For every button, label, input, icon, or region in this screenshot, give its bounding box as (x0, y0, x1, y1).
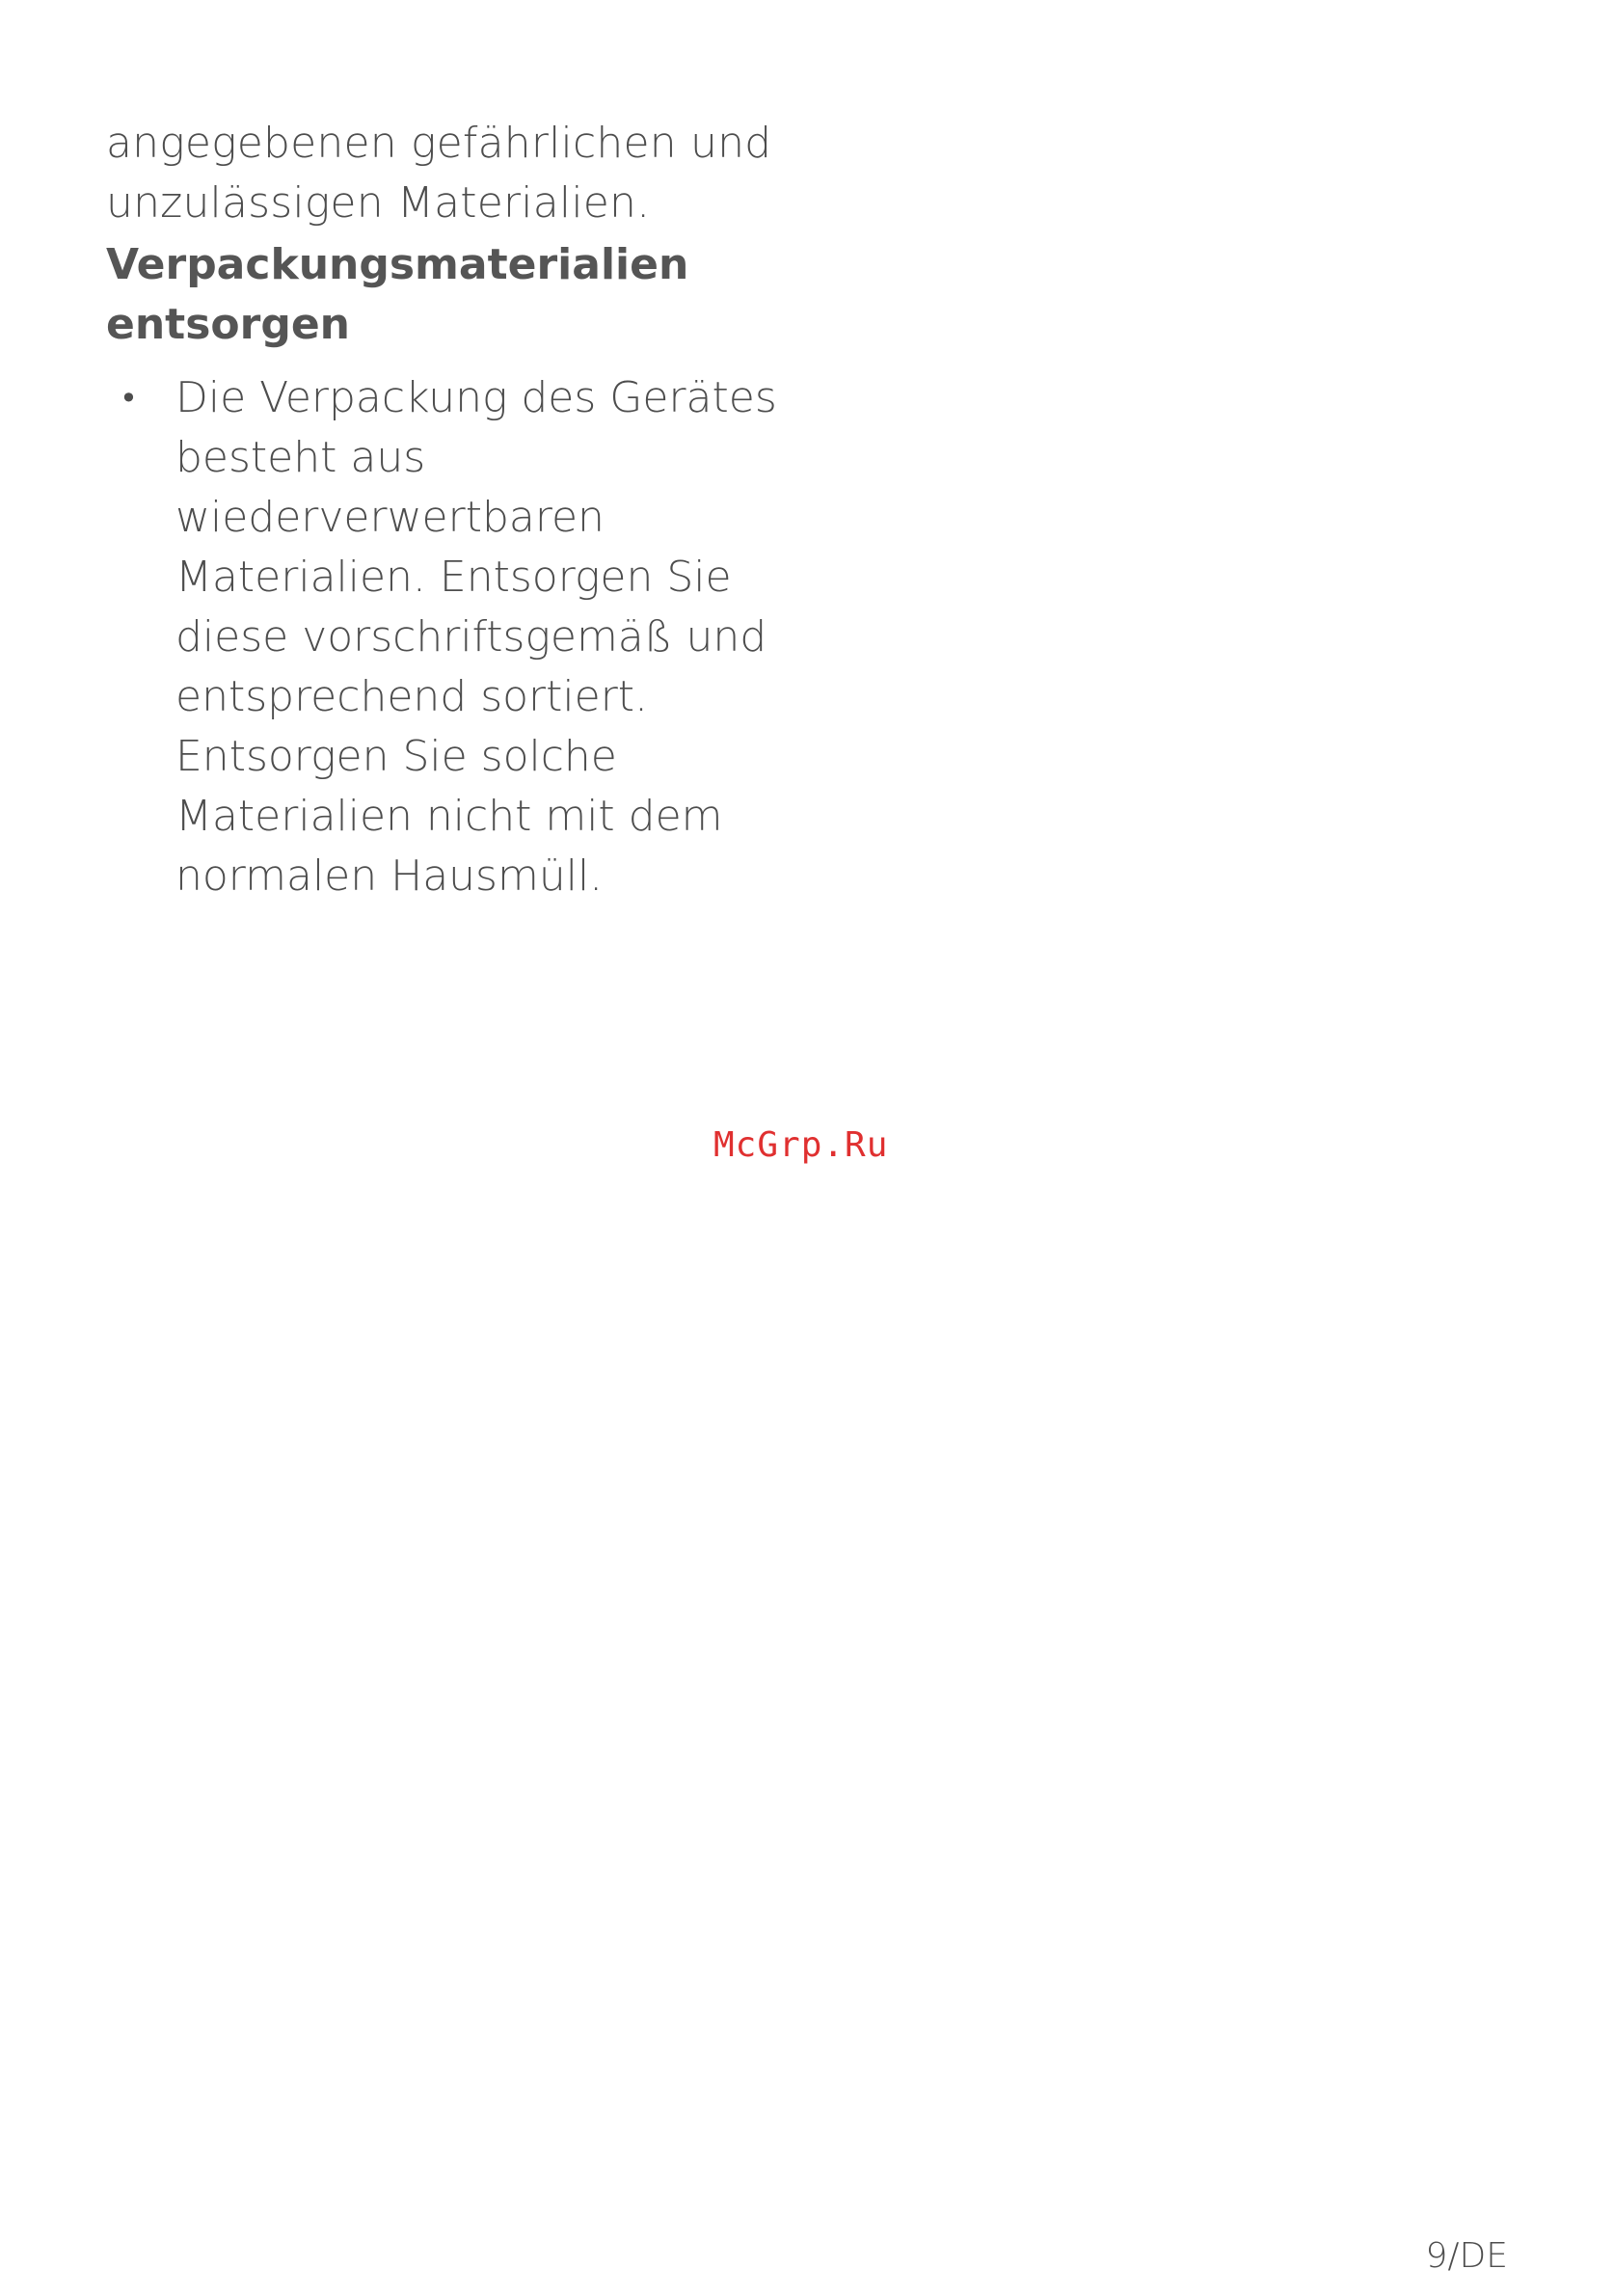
watermark-text: McGrp.Ru (713, 1125, 889, 1165)
bullet-icon: • (120, 380, 138, 417)
page-number: 9/DE (1425, 2236, 1508, 2276)
section-heading: Verpackungsmaterialien entsorgen (106, 240, 689, 349)
text-column (106, 114, 781, 906)
list-item (106, 368, 781, 906)
bullet-text: Die Verpackung des Gerätes besteht aus wiederverwertbaren Materialien. Entsorgen Sie diese vorschriftsgemäß und entsprechend sortiert. Entsorgen Sie solche Materialien nicht mit dem normalen Hausmüll. (175, 373, 777, 901)
intro-paragraph: angegebenen gefährlichen und unzulässigen Materialien. (106, 119, 772, 228)
bullet-list (106, 368, 781, 906)
